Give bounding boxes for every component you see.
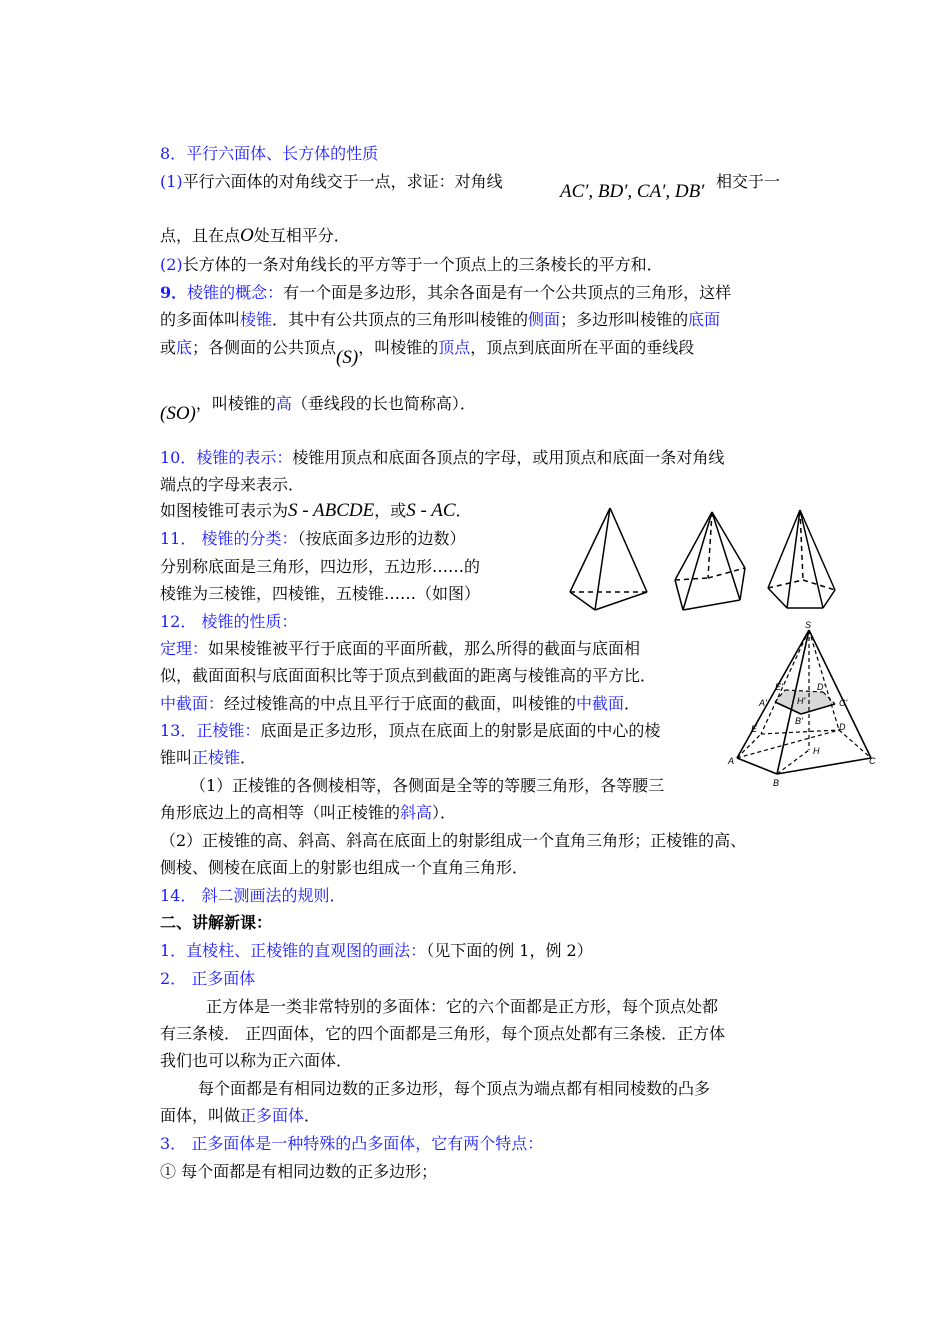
section-8-item-2 [160,254,663,276]
section-11-line-2: 分别称底面是三角形，四边形，五边形……的 [160,557,481,576]
lesson-2-p1a: 正方体是一类非常特别的多面体：它的六个面都是正方形，每个顶点处都 [206,997,719,1016]
term: 侧面 [528,310,561,329]
term: 中截面： [160,694,225,713]
lesson-2-p1c: 我们也可以称为正六面体． [160,1051,353,1070]
pentagonal-pyramid [768,510,835,608]
label-S: S [805,620,812,630]
section-10-line-2: 端点的字母来表示． [160,475,305,494]
diagonals-formula: AC′, BD′, CA′, DB′ [560,181,705,202]
term: 顶点 [438,338,471,357]
section-13-line-2 [160,747,256,769]
item-number: (1) [160,172,183,191]
text: ． [455,501,472,520]
triangular-pyramid [570,508,647,610]
item-text: 长方体的一条对角线长的平方等于一个顶点上的三条棱长的平方和． [182,255,663,274]
section-10-line-3 [160,500,472,522]
term: 10．棱锥的表示： [160,448,293,467]
term: 11． 棱锥的分类： [160,529,298,548]
label-B1: B' [795,716,803,726]
section-13-item-2a: （2）正棱锥的高、斜高、斜高在底面上的射影组成一个直角三角形；正棱锥的高、 [160,831,747,850]
label-E1: E' [775,682,783,692]
section-12-title: 12． 棱锥的性质： [160,612,298,631]
pyramid-notation: S - ABCDE [288,500,375,521]
label-B: B [773,778,780,788]
section-13-line-1 [160,720,660,742]
text: 处互相平分． [253,226,350,245]
label-E: E [751,724,758,734]
text: 如图棱锥可表示为 [160,501,289,520]
text: 如果棱锥被平行于底面的平面所截，那么所得的截面与底面相 [208,639,641,658]
label-H: H [813,746,820,756]
mid-section-line [160,693,640,715]
point-o-math: O [240,225,254,246]
text: 棱锥用顶点和底面各顶点的字母，或用顶点和底面一条对角线 [292,448,725,467]
label-H1: H' [797,696,806,706]
text: 有一个面是多边形，其余各面是有一个公共顶点的三角形，这样 [283,283,732,302]
new-lesson-title: 二、讲解新课： [160,913,273,932]
section-9-line-3 [160,337,695,368]
section-13-item-1b [160,802,456,824]
term: 定理： [160,639,209,658]
term: 高 [275,394,292,413]
text: 的多面体叫 [160,310,241,329]
pyramid-types-figure [565,500,855,620]
term: 中截面 [576,694,625,713]
section-14: 14． 斜二测画法的规则． [160,886,346,905]
section-11-line-1 [160,528,465,550]
text: 点，且在点 [160,226,241,245]
section-9-line-1 [160,282,731,304]
section-number: 9． [160,283,188,302]
section-9-line-4 [160,393,476,424]
lesson-2-title: 2． 正多面体 [160,969,256,988]
lesson-1 [160,940,593,962]
label-D1: D' [817,682,826,692]
section-11-line-3: 棱锥为三棱锥，四棱锥，五棱锥……（如图） [160,584,481,603]
text: （见下面的例 1，例 2） [426,941,593,960]
text: （垂线段的长也简称高）． [291,394,476,413]
text: ． [624,694,641,713]
label-A: A [728,756,735,766]
apex-math: (S) [336,347,359,368]
text: ；各侧面的公共顶点 [192,338,337,357]
text: 或 [160,338,177,357]
section-10-line-1 [160,447,724,469]
text: ）． [432,803,457,822]
text: 底面是正多边形，顶点在底面上的射影是底面的中心的棱 [260,721,661,740]
height-math: (SO) [160,403,196,424]
text: ，顶点到底面所在平面的垂线段 [470,338,695,357]
label-C: C [869,756,876,766]
section-8-title: 8．平行六面体、长方体的性质 [160,144,379,163]
text: 锥叫 [160,748,193,767]
section-13-item-1a: （1）正棱锥的各侧棱相等，各侧面是全等的等腰三角形，各等腰三 [190,776,665,795]
item-number: (2) [160,255,183,274]
text: ，叫棱锥的 [195,394,276,413]
text: ，叫棱锥的 [358,338,439,357]
term: 棱锥 [240,310,273,329]
text: 角形底边上的高相等（叫正棱锥的 [160,803,401,822]
term: 底面 [688,310,721,329]
text: ．其中有公共顶点的三角形叫棱锥的 [272,310,529,329]
text: （按底面多边形的边数） [297,529,466,548]
item-text: 平行六面体的对角线交于一点，求证：对角线 [182,172,503,191]
term: 底 [176,338,193,357]
term: 13．正棱锥： [160,721,261,740]
theorem-line-1 [160,638,640,660]
item-text-tail: 相交于一 [716,172,781,191]
lesson-3-title: 3． 正多面体是一种特殊的凸多面体，它有两个特点： [160,1134,544,1153]
term: 斜高 [400,803,433,822]
section-9-line-2 [160,309,720,331]
section-13-item-2b: 侧棱、侧棱在底面上的射影也组成一个直角三角形． [160,858,529,877]
frustum-section-figure [725,620,883,788]
pyramid-notation: S - AC [406,500,456,521]
section-8-item-1 [160,171,503,193]
term: 正多面体 [240,1106,305,1125]
text: ，或 [374,501,407,520]
text: 经过棱锥高的中点且平行于底面的截面，叫棱锥的 [224,694,577,713]
lesson-2-p2a: 每个面都是有相同边数的正多边形，每个顶点为端点都有相同棱数的凸多 [198,1079,711,1098]
lesson-3-item-1: ① 每个面都是有相同边数的正多边形； [160,1162,438,1181]
term: 1．直棱柱、正棱锥的直观图的画法： [160,941,427,960]
text: ． [240,748,257,767]
section-8-item-1-cont [160,225,350,247]
quadrilateral-pyramid [675,512,745,610]
theorem-line-2: 似，截面面积与底面面积比等于顶点到截面的距离与棱锥高的平方比． [160,666,657,685]
text: 面体，叫做 [160,1106,241,1125]
text: ． [304,1106,321,1125]
text: ；多边形叫棱锥的 [560,310,689,329]
lesson-2-p2b [160,1105,320,1127]
label-C1: C' [839,698,848,708]
label-D: D [839,722,846,732]
lesson-2-p1b: 有三条棱． 正四面体，它的四个面都是三角形，每个顶点处都有三条棱．正方体 [160,1024,726,1043]
term: 棱锥的概念： [187,283,284,302]
label-A1: A' [759,698,767,708]
term: 正棱锥 [192,748,241,767]
